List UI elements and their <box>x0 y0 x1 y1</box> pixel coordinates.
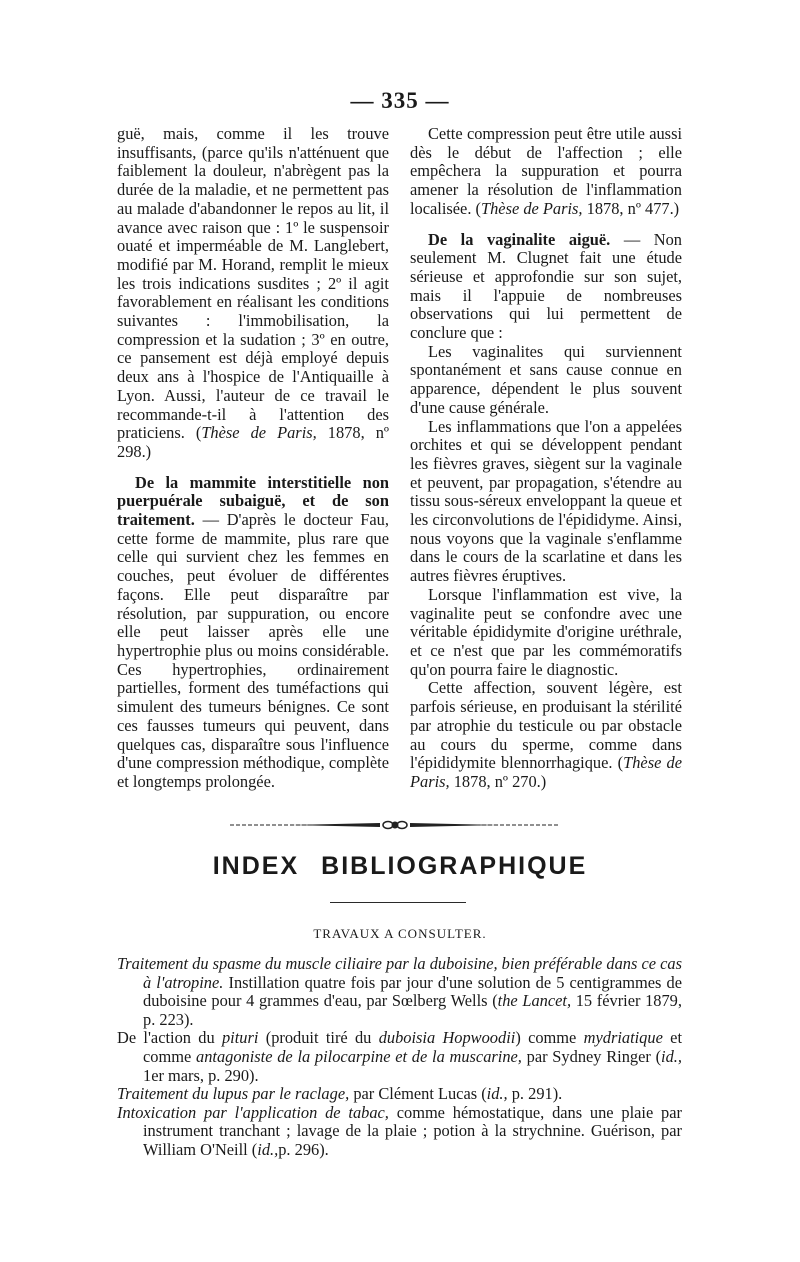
paragraph: guë, mais, comme il les trouve insuffisants, (parce qu'ils n'atténuent que faiblement la douleur, n'abrègent pas la durée de la maladie, et ne permettent pas au malade d'abandonner le repos au lit, il avance avec raison que : 1º le suspensoir ouaté et imperméable de M. Langlebert, modifié par M. Horand, remplit le mieux les trois indications susdites ; 2º il agit favorablement en réalisant les conditions suivantes : l'immobilisation, la compression et la sudation ; 3º en outre, ce pansement est déjà employé depuis deux ans à l'hospice de l'Antiquaille à Lyon. Aussi, l'auteur de ce travail le recommande-t-il à l'attention des praticiens. (Thèse de Paris, 1878, nº 298.) <box>117 124 389 461</box>
reference-text: ) comme <box>515 1028 577 1048</box>
reference-text: par Sydney Ringer ( <box>526 1046 662 1066</box>
reference-title: Traitement du lupus par le raclage, <box>117 1084 350 1104</box>
paragraph-text: Cette compression peut être utile aussi dès le début de l'affection ; elle empêchera la suppuration et pourra amener la résolution de l'inflammation localisée. <box>410 124 682 218</box>
paragraph: Cette affection, souvent légère, est parfois sérieuse, en produisant la stérilité par atrophie du testicule ou par obstacle au cours du sperme, comme dans l'épididymite blennorrhagique. (Thèse de Paris, 1878, nº 270.) <box>410 678 682 791</box>
citation-title: Thèse de Paris, <box>201 423 317 443</box>
reference-text: De l'action du <box>117 1028 215 1048</box>
citation-ref: 1878, nº 477.) <box>586 198 680 218</box>
paragraph-text: guë, mais, comme il les trouve insuffisants, (parce qu'ils n'atténuent que faiblement la douleur, n'abrègent pas la durée de la maladie, et ne permettent pas au malade d'abandonner le repos au lit, il avance avec raison que : 1º le suspensoir ouaté et imperméable de M. Langlebert, modifié par M. Horand, remplit le mieux les trois indications susdites ; 2º il agit favorablement en réalisant les conditions suivantes : l'immobilisation, la compression et la sudation ; 3º en outre, ce pansement est déjà employé depuis deux ans à l'hospice de l'Antiquaille à Lyon. Aussi, l'auteur de ce travail le recommande-t-il à l'attention des praticiens. <box>117 124 389 443</box>
section-heading: De la mammite interstitielle non puerpuérale subaiguë, et de son traitement. <box>117 472 389 530</box>
reference-text: comme hémostatique, dans une plaie par instrument tranchant ; lavage de la plaie ; potion à la strychnine. Guérison, par William O'Neill ( <box>143 1102 682 1159</box>
reference-text: p. 296). <box>278 1139 329 1159</box>
page-number: — 335 — <box>350 88 450 113</box>
section-paragraph <box>117 474 389 792</box>
reference-term: duboisia Hopwoodii <box>378 1028 516 1048</box>
reference-item <box>117 1104 682 1160</box>
section-paragraph <box>410 231 682 343</box>
citation-title: Thèse de Paris, <box>410 753 682 791</box>
reference-journal: id., <box>486 1084 508 1104</box>
left-column <box>117 125 389 792</box>
paragraph: Les vaginalites qui surviennent spontanément et sans cause connue en apparence, dépendent le plus souvent d'une cause générale. <box>410 341 682 417</box>
reference-journal: id., <box>661 1046 682 1066</box>
reference-text: p. 291). <box>511 1084 563 1104</box>
right-column <box>410 125 682 792</box>
reference-item <box>117 1085 682 1104</box>
index-title <box>0 852 800 881</box>
citation-title: Thèse de Paris, <box>481 198 583 218</box>
reference-title: Traitement du spasme du muscle ciliaire par la duboisine, bien préférable dans ce cas à l'atropine. <box>117 954 682 992</box>
reference-term: mydriatique <box>583 1028 663 1048</box>
ornamental-divider <box>230 818 560 832</box>
reference-item <box>117 1029 682 1085</box>
paragraph-text: — D'après le docteur Fau, cette forme de mammite, plus rare que celle qui survient chez les femmes en couches, peut évoluer de différentes façons. Elle peut disparaître par résolution, par suppuration, ou encore elle peut laisser après elle une hypertrophie plus ou moins considérable. Ces hypertrophies, ordinairement partielles, forment des tuméfactions qui simulent des tumeurs bénignes. Ce sont ces fausses tumeurs qui peuvent, dans quelques cas, disparaître sous l'influence d'une compression méthodique, complète et longtemps prolongée. <box>117 510 389 791</box>
section-heading: De la vaginalite aiguë. <box>428 229 611 249</box>
reference-text: et comme <box>143 1028 683 1066</box>
citation-ref: 1878, nº 270.) <box>453 771 547 791</box>
index-title-word: INDEX <box>212 852 300 880</box>
index-subtitle: TRAVAUX A CONSULTER. <box>313 926 487 941</box>
reference-text: 15 février 1879, p. 223). <box>143 991 682 1029</box>
reference-text: par Clément Lucas ( <box>353 1084 487 1104</box>
horizontal-rule <box>330 902 466 903</box>
reference-term: antagoniste de la pilocarpine et de la muscarine, <box>196 1046 522 1066</box>
reference-title: Intoxication par l'application de tabac, <box>117 1102 389 1122</box>
paragraph: Lorsque l'inflammation est vive, la vaginalite peut se confondre avec une véritable épididymite d'origine uréthrale, et ce n'est que par les commémoratifs qu'on pourra faire le diagnostic. <box>410 584 682 679</box>
paragraph: Cette compression peut être utile aussi dès le début de l'affection ; elle empêchera la suppuration et pourra amener la résolution de l'inflammation localisée. (Thèse de Paris, 1878, nº 477.) <box>410 124 682 218</box>
reference-text: (produit tiré du <box>265 1028 372 1048</box>
reference-journal: the Lancet, <box>497 991 572 1011</box>
reference-text: Instillation quatre fois par jour d'une solution de 5 centigrammes de duboisine pour 4 grammes d'eau, par Sœlberg Wells ( <box>143 972 682 1011</box>
paragraph: Les inflammations que l'on a appelées orchites et qui se développent pendant les fièvres graves, siègent sur la vaginale et peuvent, par propagation, s'étendre au tissu sous-séreux enveloppant la queue et les circonvolutions de l'épididyme. Ainsi, nous voyons que la vaginale s'enflamme dans le cours de la scarlatine et dans les autres fièvres éruptives. <box>410 416 682 586</box>
reference-list <box>117 955 682 1160</box>
reference-journal: id., <box>257 1139 279 1159</box>
paragraph-text: Cette affection, souvent légère, est parfois sérieuse, en produisant la stérilité par atrophie du testicule ou par obstacle au cours du sperme, comme dans l'épididymite blennorrhagique. <box>410 678 682 773</box>
reference-item <box>117 955 682 1029</box>
index-title-word: BIBLIOGRAPHIQUE <box>321 852 588 880</box>
citation-ref: 1878, nº 298.) <box>117 423 389 461</box>
reference-text: 1er mars, p. 290). <box>143 1065 259 1085</box>
paragraph-text: — Non seulement M. Clugnet fait une étude sérieuse et approfondie sur son sujet, mais il l'appuie de nombreuses observations qui lui permettent de conclure que : <box>410 229 682 343</box>
reference-term: pituri <box>221 1028 259 1048</box>
